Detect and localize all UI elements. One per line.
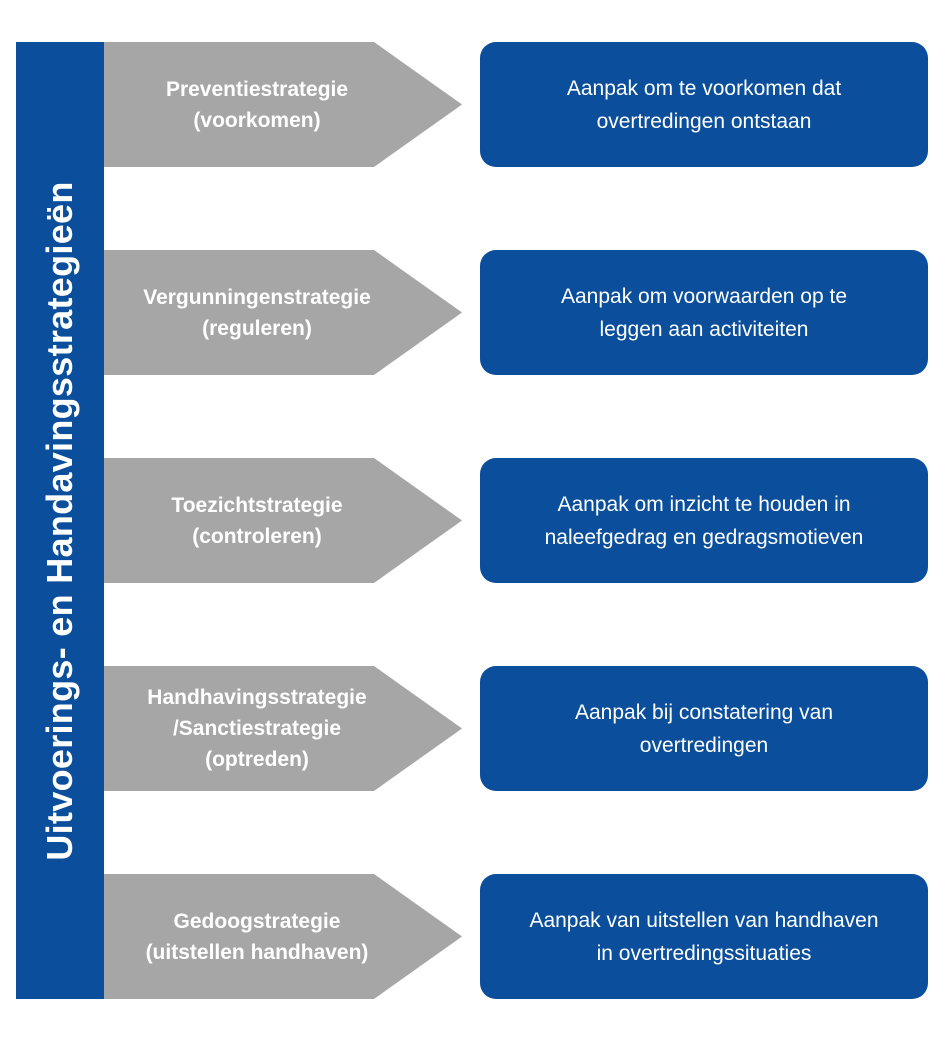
description-box — [480, 250, 928, 375]
description-box — [480, 666, 928, 791]
description-text: Aanpak bij constatering van overtredingen — [575, 700, 833, 757]
description-box — [480, 458, 928, 583]
strategy-row — [104, 666, 929, 791]
strategy-row — [104, 458, 929, 583]
sidebar-band — [16, 42, 104, 999]
strategy-label: Preventiestrategie (voorkomen) — [165, 77, 349, 132]
strategy-label: Gedoogstrategie (uitstellen handhaven) — [145, 909, 369, 964]
strategy-label: Handhavingsstrategie /Sanctiestrategie (optreden) — [147, 686, 367, 771]
description-text: Aanpak om te voorkomen dat overtredingen ontstaan — [566, 76, 842, 133]
sidebar-title: Uitvoerings- en Handavingsstrategieën — [39, 180, 80, 861]
strategy-row — [104, 42, 929, 167]
description-text: Aanpak om voorwaarden op te leggen aan activiteiten — [560, 284, 847, 341]
strategy-row — [104, 250, 929, 375]
description-text: Aanpak van uitstellen van handhaven in overtredingssituaties — [529, 908, 879, 965]
strategy-label: Toezichtstrategie (controleren) — [171, 493, 343, 548]
strategy-label: Vergunningenstrategie (reguleren) — [143, 285, 371, 340]
description-text: Aanpak om inzicht te houden in naleefgedrag en gedragsmotieven — [544, 492, 864, 549]
description-box — [480, 42, 928, 167]
description-box — [480, 874, 928, 999]
strategy-row — [104, 874, 929, 999]
